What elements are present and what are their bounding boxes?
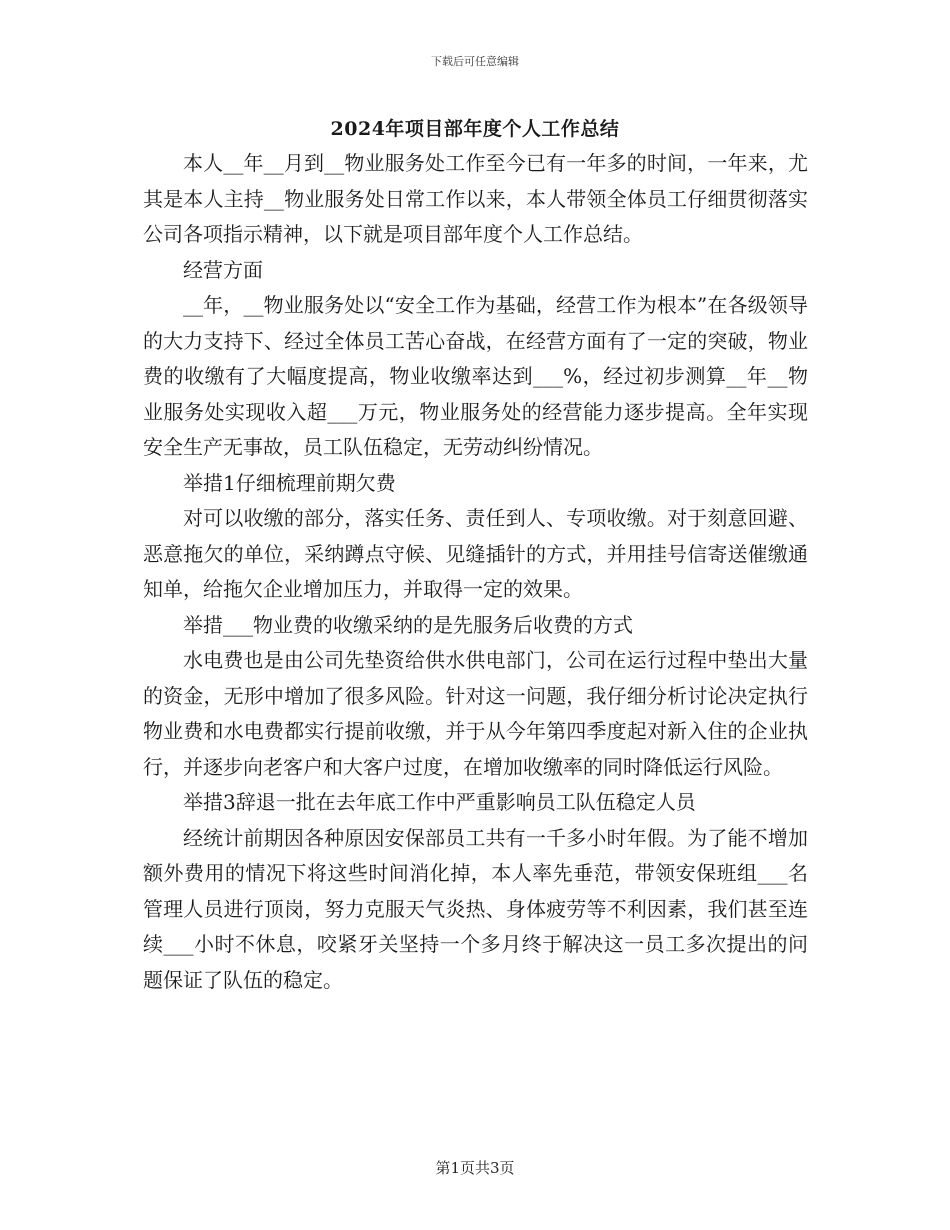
intro-paragraph: 本人__年__月到__物业服务处工作至今已有一年多的时间，一年来，尤其是本人主持__物业服务处日常工作以来，本人带领全体员工仔细贯彻落实公司各项指示精神，以下就是项目部年度个人工作总结。 xyxy=(143,151,808,246)
measure-2-heading: 举措___物业费的收缴采纳的是先服务后收费的方式 xyxy=(183,612,633,637)
measure-2-paragraph: 水电费也是由公司先垫资给供水供电部门，公司在运行过程中垫出大量的资金，无形中增加了很多风险。针对这一问题，我仔细分析讨论决定执行物业费和水电费都实行提前收缴，并于从今年第四季度起对新入住的企业执行，并逐步向老客户和大客户过度，在增加收缴率的同时降低运行风险。 xyxy=(143,648,808,779)
section-heading-operations: 经营方面 xyxy=(183,257,263,282)
document-title: 2024年项目部年度个人工作总结 xyxy=(330,118,620,140)
operations-paragraph: __年，__物业服务处以“安全工作为基础，经营工作为根本”在各级领导的大力支持下、经过全体员工苦心奋战，在经营方面有了一定的突破，物业费的收缴有了大幅度提高，物业收缴率达到___%，经过初步测算__年__物业服务处实现收入超___万元，物业服务处的经营能力逐步提高。全年实现安全生产无事故，员工队伍稳定，无劳动纠纷情况。 xyxy=(143,293,808,459)
page-number-footer: 第1页共3页 xyxy=(435,1159,515,1177)
header-note: 下载后可任意编辑 xyxy=(431,55,519,68)
measure-3-paragraph: 经统计前期因各种原因安保部员工共有一千多小时年假。为了能不增加额外费用的情况下将这些时间消化掉，本人率先垂范，带领安保班组___名管理人员进行顶岗，努力克服天气炎热、身体疲劳等不利因素，我们甚至连续___小时不休息，咬紧牙关坚持一个多月终于解决这一员工多次提出的问题保证了队伍的稳定。 xyxy=(143,825,808,992)
measure-1-heading: 举措1仔细梳理前期欠费 xyxy=(183,470,396,495)
document-body xyxy=(143,146,808,998)
measure-3-heading: 举措3辞退一批在去年底工作中严重影响员工队伍稳定人员 xyxy=(183,790,696,814)
measure-1-paragraph: 对可以收缴的部分，落实任务、责任到人、专项收缴。对于刻意回避、恶意拖欠的单位，采纳蹲点守候、见缝插针的方式，并用挂号信寄送催缴通知单，给拖欠企业增加压力，并取得一定的效果。 xyxy=(143,506,808,601)
